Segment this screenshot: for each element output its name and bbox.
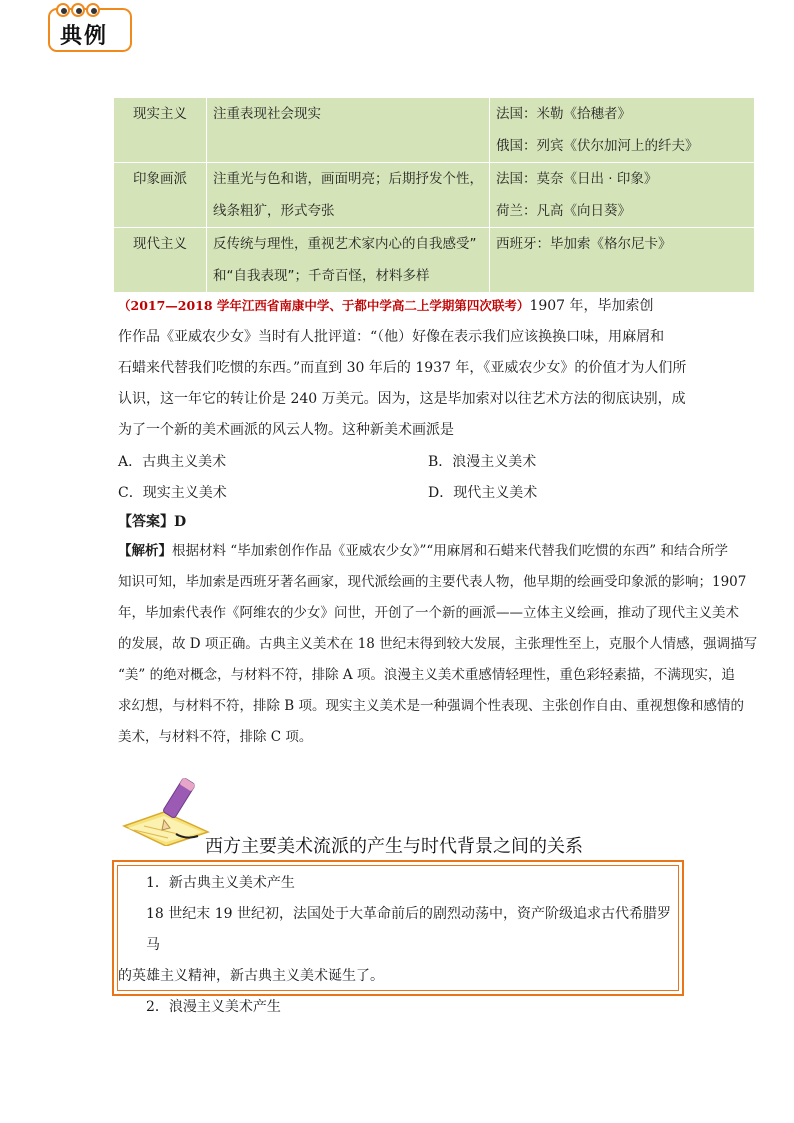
answer-value: D	[174, 514, 187, 530]
question-source: （2017—2018 学年江西省南康中学、于都中学高二上学期第四次联考）	[118, 298, 530, 313]
box-paragraph-line: 的英雄主义精神，新古典主义美术诞生了。	[118, 968, 384, 984]
option-c: C．现实主义美术	[118, 485, 227, 501]
style-cell: 现代主义	[114, 228, 207, 293]
table-row	[114, 98, 755, 163]
features-cell: 注重表现社会现实	[207, 98, 490, 163]
explanation-line: 的发展，故 D 项正确。古典主义美术在 18 世纪末得到较大发展，主张理性至上，克服个人情感，强调描写	[118, 636, 758, 652]
summary-box-content	[118, 868, 678, 1023]
style-cell: 印象画派	[114, 163, 207, 228]
features-cell: 反传统与理性，重视艺术家内心的自我感受” 和“自我表现”；千奇百怪，材料多样	[207, 228, 490, 293]
works-cell: 法国：米勒《拾穗者》 俄国：列宾《伏尔加河上的纤夫》	[490, 98, 755, 163]
works-cell: 法国：莫奈《日出 · 印象》 荷兰：凡高《向日葵》	[490, 163, 755, 228]
answer-label: 【答案】	[118, 514, 174, 530]
question-line: 1907 年，毕加索创	[529, 298, 654, 314]
option-a: A．古典主义美术	[118, 454, 227, 470]
explanation-label: 【解析】	[118, 543, 172, 559]
style-cell: 现实主义	[114, 98, 207, 163]
answer	[118, 510, 186, 534]
question-stem	[118, 290, 688, 446]
pencil-notebook-icon	[120, 776, 212, 846]
explanation-line: 年，毕加索代表作《阿维农的少女》问世，开创了一个新的画派——立体主义绘画，推动了现代主义美术	[118, 605, 739, 621]
table-row	[114, 163, 755, 228]
question-line: 石蜡来代替我们吃惯的东西。”而直到 30 年后的 1937 年，《亚威农少女》的价值才为人们所	[118, 360, 687, 376]
example-badge	[48, 8, 132, 52]
explanation-line: “美” 的绝对概念，与材料不符，排除 A 项。浪漫主义美术重感情轻理性，重色彩轻素描，不满现实，追	[118, 667, 735, 683]
option-d: D．现代主义美术	[428, 485, 538, 501]
option-b: B．浪漫主义美术	[428, 454, 537, 470]
features-cell: 注重光与色和谐，画面明亮；后期抒发个性， 线条粗犷，形式夸张	[207, 163, 490, 228]
box-heading-1: 1．新古典主义美术产生	[146, 875, 295, 891]
question-line: 认识，这一年它的转让价是 240 万美元。因为，这是毕加索对以往艺术方法的彻底诀别，成	[118, 391, 686, 407]
table-row	[114, 228, 755, 293]
explanation-line: 知识可知，毕加索是西班牙著名画家，现代派绘画的主要代表人物，他早期的绘画受印象派的影响；1907	[118, 574, 747, 590]
art-styles-table	[113, 97, 755, 293]
explanation-line: 根据材料 “毕加索创作作品《亚威农少女》”“用麻屑和石蜡来代替我们吃惯的东西” 和结合所学	[172, 543, 728, 559]
explanation-line: 求幻想，与材料不符，排除 B 项。现实主义美术是一种强调个性表现、主张创作自由、重视想像和感情的	[118, 698, 745, 714]
works-cell: 西班牙：毕加索《格尔尼卡》	[490, 228, 755, 293]
box-paragraph-line: 18 世纪末 19 世纪初，法国处于大革命前后的剧烈动荡中，资产阶级追求古代希腊罗马	[146, 906, 671, 953]
eyes-icon	[56, 2, 101, 18]
badge-label: 典例	[60, 24, 109, 49]
box-heading-2: 2．浪漫主义美术产生	[146, 999, 281, 1015]
question-line: 为了一个新的美术画派的风云人物。这种新美术画派是	[118, 422, 454, 438]
section-title: 西方主要美术流派的产生与时代背景之间的关系	[205, 836, 583, 857]
explanation	[118, 536, 773, 753]
question-line: 作作品《亚威农少女》当时有人批评道：“（他）好像在表示我们应该换换口味，用麻屑和	[118, 329, 665, 345]
explanation-line: 美术，与材料不符，排除 C 项。	[118, 729, 313, 745]
